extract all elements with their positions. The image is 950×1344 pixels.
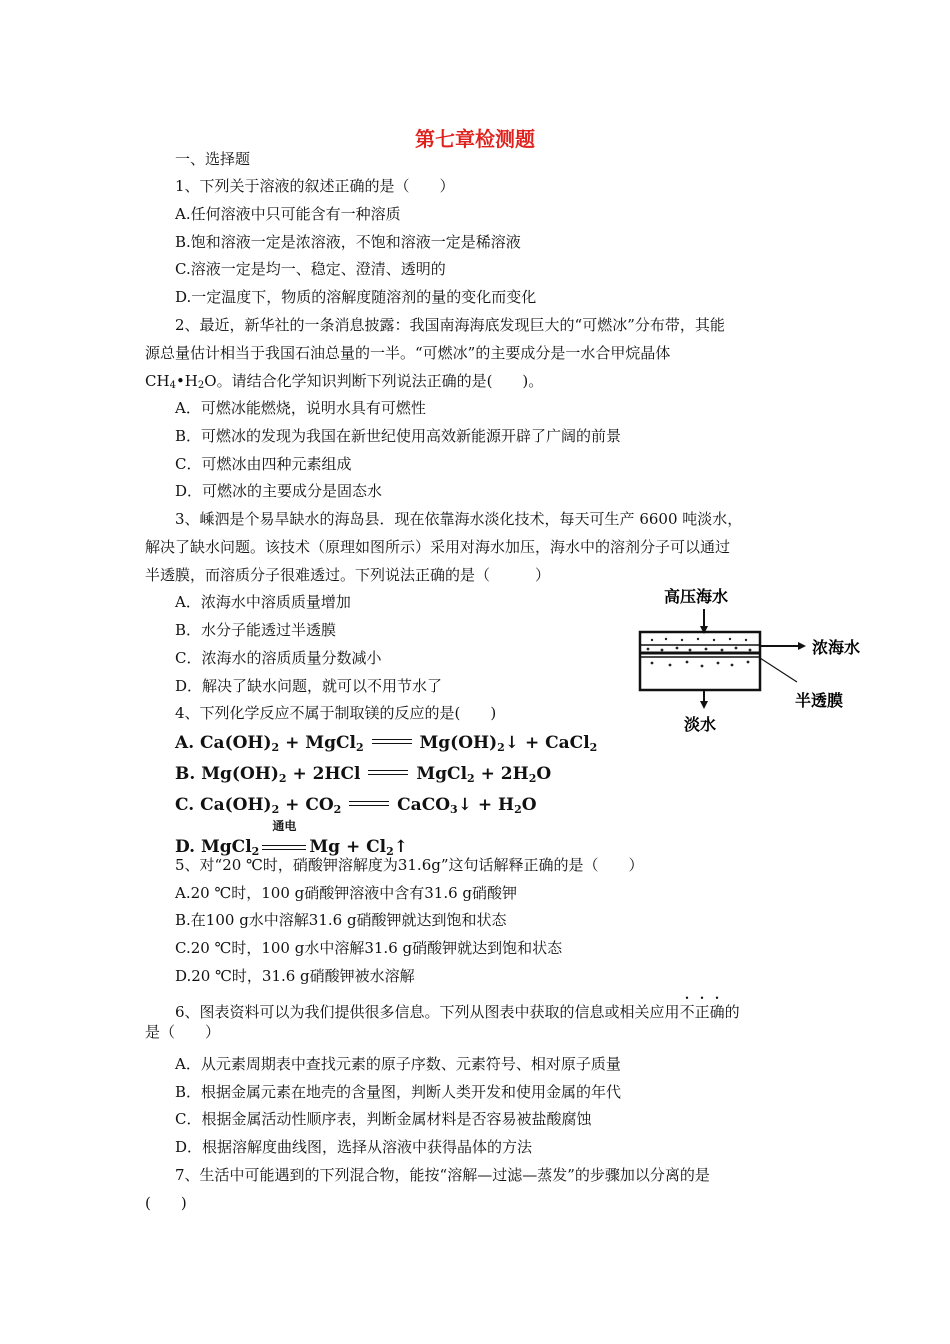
question-1-option-b: B.饱和溶液一定是浓溶液，不饱和溶液一定是稀溶液: [175, 233, 521, 251]
section-heading: 一、选择题: [175, 150, 251, 168]
question-5-stem: 5、对“20 ℃时，硝酸钾溶解度为31.6g”这句话解释正确的是（ ）: [175, 856, 644, 874]
question-7-line-2: ( ): [145, 1194, 187, 1212]
diagram-label-membrane: 半透膜: [795, 691, 844, 710]
diagram-arrowhead-out: [798, 642, 806, 650]
question-4-option-b: B. $Mg(OH)_2 + 2HCl$ MgCl$_2$ + $2H_2O$: [175, 764, 552, 785]
question-3-option-d: D．解决了缺水问题，就可以不用节水了: [175, 677, 443, 695]
diagram-arrowhead-down: [700, 701, 708, 709]
question-3-line-3: 半透膜，而溶质分子很难透过。下列说法正确的是（ ）: [145, 566, 551, 584]
emphasis-not-correct: 不正确: [679, 1003, 725, 1021]
diagram-label-high-pressure-seawater: 高压海水: [664, 587, 729, 606]
question-6-option-b: B．根据金属元素在地壳的含量图，判断人类开发和使用金属的年代: [175, 1083, 622, 1101]
electrolysis-condition: 通电: [262, 834, 306, 856]
diagram-leader-line: [760, 658, 797, 682]
question-1-stem: 1、下列关于溶液的叙述正确的是（ ）: [175, 177, 455, 195]
question-3-option-a: A．浓海水中溶质质量增加: [175, 593, 351, 611]
question-5-option-b: B.在100 g水中溶解31.6 g硝酸钾就达到饱和状态: [175, 911, 507, 929]
question-2-option-c: C．可燃冰由四种元素组成: [175, 455, 352, 473]
question-6-line-2: 是（ ）: [145, 1023, 221, 1041]
question-1-option-c: C.溶液一定是均一、稳定、澄清、透明的: [175, 260, 446, 278]
question-6-option-d: D．根据溶解度曲线图，选择从溶液中获得晶体的方法: [175, 1138, 533, 1156]
question-1-option-a: A.任何溶液中只可能含有一种溶质: [175, 205, 401, 223]
question-4-stem: 4、下列化学反应不属于制取镁的反应的是( ): [175, 704, 497, 722]
question-4-option-c: C. $Ca(OH)_2 + CO_2$ CaCO$_3$↓ + $H_2O$: [175, 795, 537, 816]
diagram-tank: [640, 632, 760, 690]
question-2-option-d: D．可燃冰的主要成分是固态水: [175, 482, 383, 500]
question-5-option-a: A.20 ℃时，100 g硝酸钾溶液中含有31.6 g硝酸钾: [175, 884, 518, 902]
question-2-line-2: 源总量估计相当于我国石油总量的一半。“可燃冰”的主要成分是一水合甲烷晶体: [145, 344, 671, 362]
question-5-option-d: D.20 ℃时，31.6 g硝酸钾被水溶解: [175, 967, 415, 985]
question-7-line-1: 7、生活中可能遇到的下列混合物，能按“溶解—过滤—蒸发”的步骤加以分离的是: [175, 1166, 710, 1184]
diagram-label-fresh-water: 淡水: [684, 715, 717, 734]
question-4-option-a: A. $Ca(OH)_2$ + MgCl$_2$ $Mg(OH)_2↓$ + CaCl$_2$: [175, 733, 598, 754]
question-5-option-c: C.20 ℃时，100 g水中溶解31.6 g硝酸钾就达到饱和状态: [175, 939, 563, 957]
question-3-line-2: 解决了缺水问题。该技术（原理如图所示）采用对海水加压，海水中的溶剂分子可以通过: [145, 538, 731, 556]
question-3-option-b: B．水分子能透过半透膜: [175, 621, 337, 639]
diagram-label-concentrated-seawater: 浓海水: [812, 638, 861, 657]
question-2-line-3: $CH_4•H_2O$。请结合化学知识判断下列说法正确的是( )。: [145, 372, 544, 391]
question-2-line-1: 2、最近，新华社的一条消息披露：我国南海海底发现巨大的“可燃冰”分布带，其能: [175, 316, 725, 334]
question-2-option-a: A．可燃冰能燃烧，说明水具有可燃性: [175, 399, 426, 417]
question-1-option-d: D.一定温度下，物质的溶解度随溶剂的量的变化而变化: [175, 288, 537, 306]
question-2-option-b: B．可燃冰的发现为我国在新世纪使用高效新能源开辟了广阔的前景: [175, 427, 622, 445]
desalination-diagram: [632, 582, 892, 742]
question-4-option-d: D. MgCl$_2$ 通电 $Mg + Cl_2↑$: [175, 819, 409, 858]
page-title: 第七章检测题: [415, 127, 535, 151]
question-3-option-c: C．浓海水的溶质质量分数减小: [175, 649, 382, 667]
question-6-option-c: C．根据金属活动性顺序表，判断金属材料是否容易被盐酸腐蚀: [175, 1110, 592, 1128]
question-6-line-1: 6、图表资料可以为我们提供很多信息。下列从图表中获取的信息或相关应用不正确的: [175, 1003, 740, 1021]
methane-hydrate-formula: $CH_4•H_2O$: [145, 372, 217, 391]
question-6-option-a: A．从元素周期表中查找元素的原子序数、元素符号、相对原子质量: [175, 1055, 621, 1073]
question-3-line-1: 3、嵊泗是个易旱缺水的海岛县．现在依靠海水淡化技术，每天可生产 6600 吨淡水，: [175, 510, 743, 528]
